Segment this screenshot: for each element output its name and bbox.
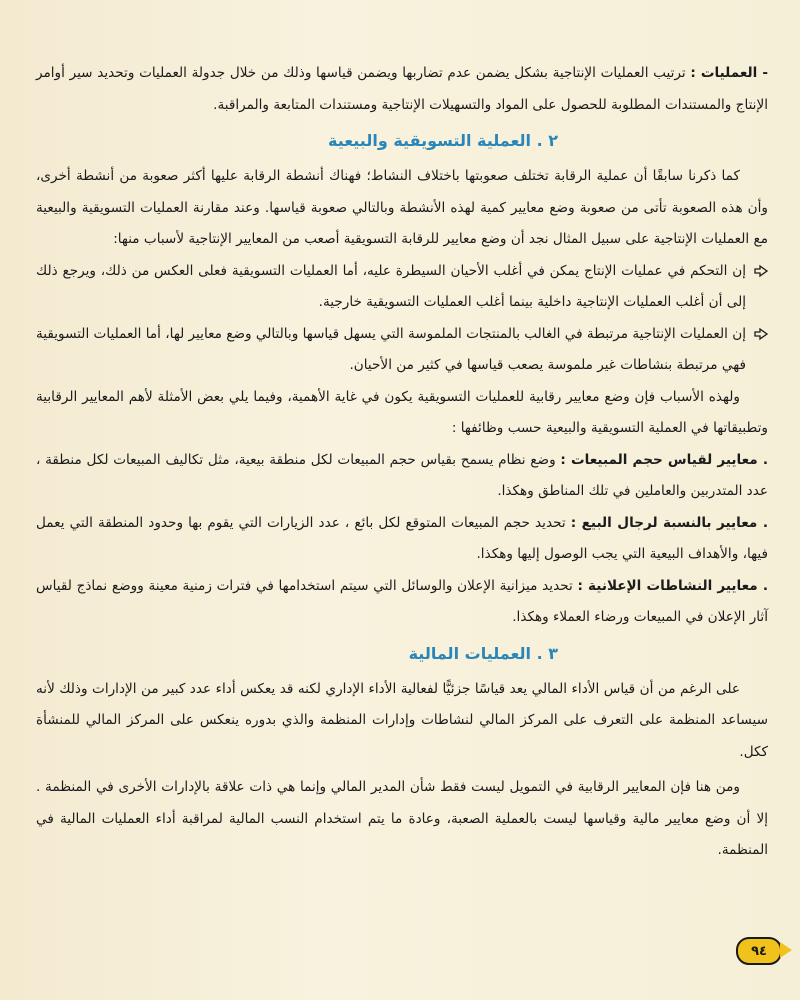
standard-text: تحديد حجم المبيعات المتوقع لكل بائع ، عدد الزيارات التي يقوم بها وحدود المنطقة التي يعمل فيها، والأهداف البيعية التي يجب الوصول إليها وهكذا. <box>36 514 768 562</box>
arrow-bullet-icon <box>754 264 768 278</box>
standard-item <box>36 508 768 571</box>
reason-item <box>36 256 768 319</box>
section2-heading: ٢ . العملية التسويقية والبيعية <box>328 131 558 150</box>
operations-text: ترتيب العمليات الإنتاجية بشكل يضمن عدم تضاربها ويضمن قياسها وذلك من خلال جدولة العمليات وتحديد سير أوامر الإنتاج والمستندات المطلوبة للحصول على المواد والتسهيلات الإنتاجية ومستندات المتابعة والمراقبة. <box>36 65 768 113</box>
page-number-badge <box>736 937 794 963</box>
standard-item <box>36 445 768 508</box>
standard-term: . معايير النشاطات الإعلانية : <box>577 577 768 594</box>
section2-conclusion: ولهذه الأسباب فإن وضع معايير رقابية للعمليات التسويقية يكون في غاية الأهمية، وفيما يلي بعض الأمثلة لأهم المعايير الرقابية وتطبيقاتها في العملية التسويقية والبيعية حسب وظائفها : <box>36 388 768 436</box>
section2-intro: كما ذكرنا سابقًا أن عملية الرقابة تختلف صعوبتها باختلاف النشاط؛ فهناك أنشطة الرقابة عليها أكثر صعوبة من أنشطة أخرى، وأن هذه الصعوبة تأتى من صعوبة وضع معايير كمية لهذه الأنشطة وبالتالي صعوبة قياسها. وعند مقارنة العمليات التسويقية والبيعية مع العمليات الإنتاجية على سبيل المثال نجد أن وضع معايير للرقابة التسويقية أصعب من المعايير الإنتاجية لأسباب منها: <box>36 168 768 247</box>
standard-text: وضع نظام يسمح بقياس حجم المبيعات لكل منطقة بيعية، مثل تكاليف المبيعات لكل منطقة ، عدد المتدربين والعاملين في تلك المناطق وهكذا. <box>36 451 768 499</box>
badge-pointer <box>780 942 792 958</box>
reason-text: إن التحكم في عمليات الإنتاج يمكن في أغلب الأحيان السيطرة عليه، أما العمليات التسويقية فعلى العكس من ذلك، ويرجع ذلك إلى أن أغلب العمليات الإنتاجية داخلية بينما أغلب العمليات التسويقية خارجية. <box>36 262 746 310</box>
section3-paragraph: على الرغم من أن قياس الأداء المالي يعد قياسًا جزئيًّا لفعالية الأداء الإداري لكنه قد يعكس أداء عدد كبير من الإدارات وذلك لأنه سيساعد المنظمة على التعرف على المركز المالي لنشاطات وإدارات المنظمة والذي بدوره ينعكس على المركز المالي للمنشأة ككل. <box>36 680 768 760</box>
reason-item <box>36 319 768 382</box>
page-body <box>36 58 768 867</box>
page-number: ٩٤ <box>736 937 782 965</box>
operations-term: - العمليات : <box>690 65 768 81</box>
arrow-bullet-icon <box>754 327 768 341</box>
section3-paragraph: ومن هنا فإن المعايير الرقابية في التمويل ليست فقط شأن المدير المالي وإنما هي ذات علاقة بالإدارات الأخرى في المنظمة . إلا أن وضع معايير مالية وقياسها ليست بالعملية الصعبة، وعادة ما يتم استخدام النسب المالية لمراقبة أداء العمليات المالية في المنظمة. <box>36 779 768 858</box>
operations-paragraph <box>36 58 768 121</box>
section3-heading: ٣ . العمليات المالية <box>408 643 558 663</box>
standard-term: . معايير لقياس حجم المبيعات : <box>560 451 768 468</box>
reason-text: إن العمليات الإنتاجية مرتبطة في الغالب بالمنتجات الملموسة التي يسهل قياسها وبالتالي وضع معايير لها، أما العمليات التسويقية فهي مرتبطة بنشاطات غير ملموسة يصعب قياسها في كثير من الأحيان. <box>36 325 746 373</box>
standard-text: تحديد ميزانية الإعلان والوسائل التي سيتم استخدامها في فترات زمنية معينة ووضع نماذج لقياس آثار الإعلان في المبيعات ورضاء العملاء وهكذا. <box>36 577 768 625</box>
standard-item <box>36 571 768 634</box>
standard-term: . معايير بالنسبة لرجال البيع : <box>570 514 768 531</box>
